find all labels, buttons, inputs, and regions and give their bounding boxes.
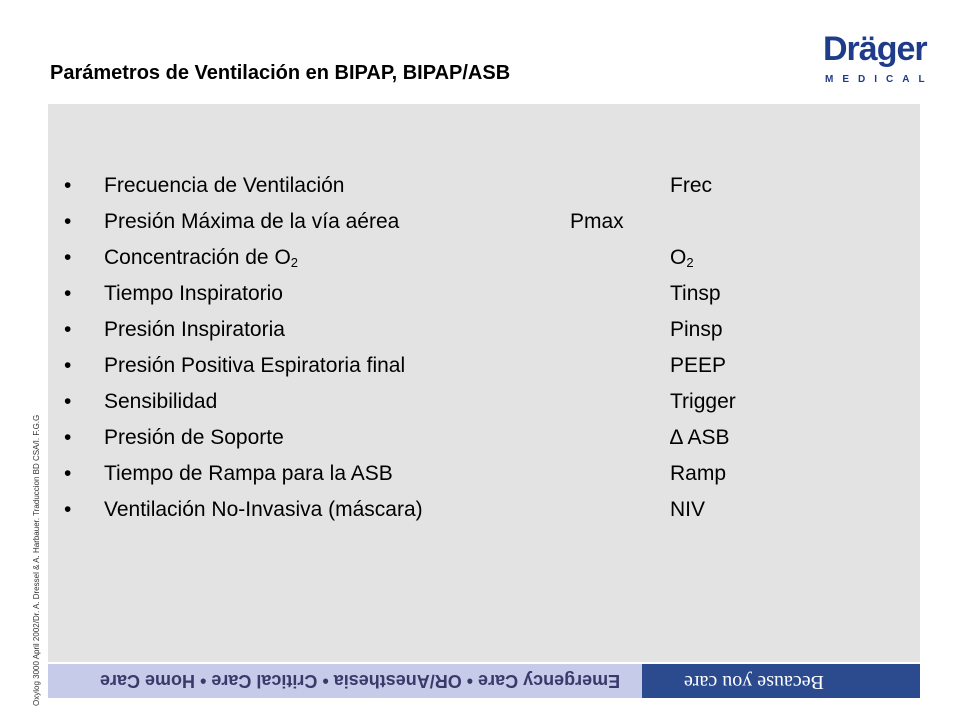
drager-logo: [815, 30, 934, 90]
parameter-abbr: Trigger: [670, 390, 736, 413]
bullet: •: [64, 462, 72, 485]
bullet: •: [64, 498, 72, 521]
footer-slogan-text: Because you care: [684, 671, 824, 693]
list-item: [48, 390, 920, 426]
parameter-abbr: Frec: [670, 174, 712, 197]
parameter-label: Presión Positiva Espiratoria final: [104, 354, 406, 377]
parameter-label: Frecuencia de Ventilación: [104, 174, 345, 197]
side-credit-note: Oxylog 3000 April 2002/Dr. A. Dressel & A. Harbauer. Traduccion BD CSA/I. F.G.G: [32, 414, 41, 706]
parameter-abbr: PEEP: [670, 354, 727, 377]
logo-wordmark: Dräger: [823, 30, 927, 68]
parameter-abbr: Pinsp: [670, 318, 723, 341]
content-panel: [48, 104, 920, 662]
parameter-label: Presión de Soporte: [104, 426, 284, 449]
parameter-label: Tiempo de Rampa para la ASB: [104, 462, 393, 485]
parameter-label: Presión Inspiratoria: [104, 318, 285, 341]
parameter-abbr: Pmax: [570, 210, 624, 233]
parameter-abbr: NIV: [670, 498, 706, 521]
footer-segments-band: [48, 664, 642, 698]
label-text: Concentración de O: [104, 246, 291, 269]
parameter-label: Tiempo Inspiratorio: [104, 282, 283, 305]
list-item: [48, 246, 920, 282]
logo-subtitle: MEDICAL: [825, 74, 934, 85]
label-subscript: 2: [290, 255, 299, 270]
list-item: [48, 210, 920, 246]
parameter-label: Ventilación No-Invasiva (máscara): [104, 498, 423, 521]
bullet: •: [64, 174, 72, 197]
abbr-subscript: 2: [686, 255, 694, 270]
bullet: •: [64, 390, 72, 413]
parameter-abbr: ∆ ASB: [670, 426, 730, 449]
list-item: [48, 462, 920, 498]
bullet: •: [64, 318, 72, 341]
parameter-label: [104, 246, 298, 270]
footer-slogan-band: [642, 664, 920, 698]
bullet: •: [64, 354, 72, 377]
parameter-abbr: Ramp: [670, 462, 727, 485]
parameter-label: Presión Máxima de la vía aérea: [104, 210, 400, 233]
parameter-abbr: [670, 246, 694, 270]
bullet: •: [64, 246, 72, 269]
list-item: [48, 498, 920, 534]
list-item: [48, 426, 920, 462]
page-title: Parámetros de Ventilación en BIPAP, BIPAP/ASB: [50, 62, 511, 84]
list-item: [48, 354, 920, 390]
list-item: [48, 318, 920, 354]
list-item: [48, 282, 920, 318]
bullet: •: [64, 426, 72, 449]
parameter-label: Sensibilidad: [104, 390, 218, 413]
list-item: [48, 174, 920, 210]
bullet: •: [64, 210, 72, 233]
footer-segments-text: Emergency Care • OR/Anesthesia • Critical Care • Home Care: [100, 671, 621, 691]
parameter-abbr: Tinsp: [670, 282, 721, 305]
abbr-text: O: [670, 246, 687, 269]
parameter-list: [48, 104, 920, 662]
bullet: •: [64, 282, 72, 305]
